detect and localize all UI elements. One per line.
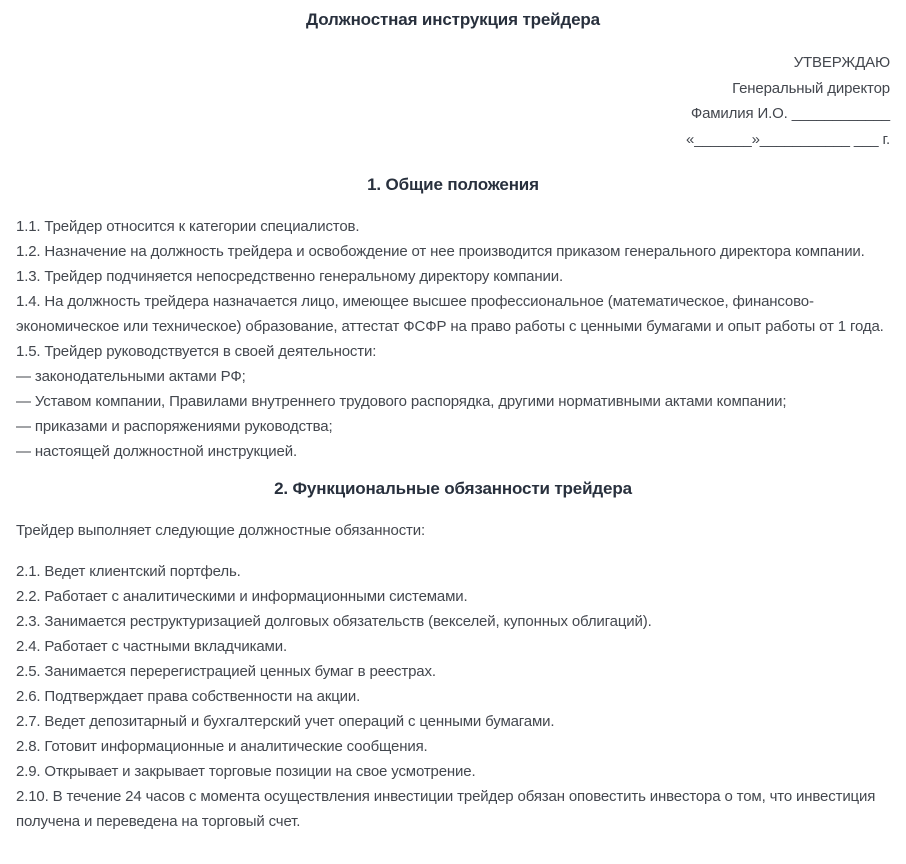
clause-2-2: 2.2. Работает с аналитическими и информационными системами. [16, 588, 468, 605]
clause-2-9: 2.9. Открывает и закрывает торговые позиции на свое усмотрение. [16, 763, 476, 780]
document-title: Должностная инструкция трейдера [306, 10, 600, 29]
approval-approve-label: УТВЕРЖДАЮ [793, 54, 890, 71]
clause-1-3: 1.3. Трейдер подчиняется непосредственно генеральному директору компании. [16, 268, 563, 285]
clause-2-8: 2.8. Готовит информационные и аналитические сообщения. [16, 738, 428, 755]
approval-name-line: Фамилия И.О. ____________ [690, 105, 890, 122]
section-2-intro: Трейдер выполняет следующие должностные обязанности: [16, 522, 426, 539]
dash-item-legislation: — законодательными актами РФ; [16, 368, 246, 385]
section-2-heading: 2. Функциональные обязанности трейдера [274, 479, 632, 498]
clause-2-7: 2.7. Ведет депозитарный и бухгалтерский учет операций с ценными бумагами. [16, 713, 555, 730]
approval-position: Генеральный директор [732, 79, 890, 97]
clause-2-3: 2.3. Занимается реструктуризацией долговых обязательств (векселей, купонных облигаций). [16, 613, 652, 630]
clause-2-6: 2.6. Подтверждает права собственности на акции. [16, 688, 361, 705]
clause-1-4: 1.4. На должность трейдера назначается лицо, имеющее высшее профессиональное (математическое, финансово-экономическое или техническое) образование, аттестат ФСФР на право работы с ценными бумагами и опыт работы от 1 года. [16, 293, 884, 335]
approval-block [16, 50, 890, 152]
approval-date-line: «_______»___________ ___ г. [686, 130, 890, 148]
clause-1-1: 1.1. Трейдер относится к категории специалистов. [16, 218, 360, 235]
clause-1-5: 1.5. Трейдер руководствуется в своей деятельности: [16, 343, 377, 360]
clause-2-1: 2.1. Ведет клиентский портфель. [16, 563, 241, 580]
clause-2-10: 2.10. В течение 24 часов с момента осуществления инвестиции трейдер обязан оповестить инвестора о том, что инвестиция получена и переведена на торговый счет. [16, 788, 876, 830]
clause-1-2: 1.2. Назначение на должность трейдера и освобождение от нее производится приказом генерального директора компании. [16, 243, 865, 260]
section-1-heading: 1. Общие положения [367, 175, 539, 194]
dash-item-orders: — приказами и распоряжениями руководства; [16, 418, 333, 435]
dash-item-instruction: — настоящей должностной инструкцией. [16, 443, 297, 460]
dash-item-charter: — Уставом компании, Правилами внутреннего трудового распорядка, другими нормативными актами компании; [16, 393, 787, 410]
clause-2-4: 2.4. Работает с частными вкладчиками. [16, 638, 287, 655]
clause-2-5: 2.5. Занимается перерегистрацией ценных бумаг в реестрах. [16, 663, 436, 680]
